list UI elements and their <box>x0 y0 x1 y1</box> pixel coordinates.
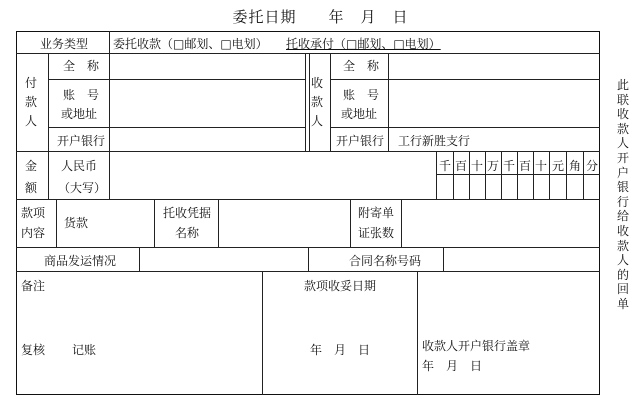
divider <box>330 53 331 151</box>
frame-top <box>16 31 600 32</box>
divider <box>16 53 600 54</box>
digit-ten: 十 <box>470 159 483 173</box>
divider <box>109 151 110 199</box>
digit-hundred: 百 <box>454 159 467 173</box>
payer-bank-label: 开户银行 <box>57 134 106 148</box>
digit-ten-thousand: 万 <box>486 159 499 173</box>
entrust-option[interactable]: 委托收款（□邮划、□电划） <box>113 37 268 51</box>
divider <box>56 199 57 247</box>
divider <box>305 53 306 151</box>
divider <box>443 247 444 271</box>
divider <box>16 271 600 272</box>
digit-yuan: 元 <box>551 159 564 173</box>
remarks-label: 备注 <box>21 279 46 293</box>
review-label: 复核 <box>21 343 46 357</box>
payee-label-1: 收 <box>311 76 324 90</box>
divider <box>262 271 263 395</box>
divider <box>436 174 600 175</box>
payee-name-label: 全 称 <box>343 59 380 73</box>
digit-fen: 分 <box>585 159 598 173</box>
currency-note: （大写） <box>58 181 107 195</box>
payer-label-3: 人 <box>25 114 38 128</box>
due-date-value: 年 月 日 <box>310 343 371 357</box>
divider <box>401 199 402 247</box>
attached-label-2: 证张数 <box>358 226 395 240</box>
due-date-label: 款项收妥日期 <box>304 279 377 293</box>
payer-name-label: 全 称 <box>63 59 100 73</box>
payer-label-2: 款 <box>25 95 38 109</box>
voucher-label-1: 托收凭据 <box>163 206 212 220</box>
payee-account-label: 账 号 <box>343 88 380 102</box>
divider <box>16 199 600 200</box>
form-title: 委托日期 年 月 日 <box>232 8 409 26</box>
seal-date: 年 月 日 <box>422 359 483 373</box>
divider <box>309 53 310 151</box>
divider <box>350 199 351 247</box>
divider <box>109 31 110 53</box>
divider <box>330 79 600 80</box>
content-label-2: 内容 <box>21 226 46 240</box>
frame-bottom <box>16 394 600 395</box>
divider <box>48 53 49 151</box>
digit-thousand: 千 <box>438 159 451 173</box>
payee-bank-value: 工行新胜支行 <box>398 134 471 148</box>
frame-right <box>599 31 600 395</box>
divider <box>308 247 309 271</box>
divider <box>48 127 305 128</box>
divider <box>139 247 140 271</box>
goods-shipment-label: 商品发运情况 <box>44 254 117 268</box>
divider <box>48 79 305 80</box>
attached-label-1: 附寄单 <box>358 206 395 220</box>
contract-label: 合同名称号码 <box>349 254 422 268</box>
divider <box>109 53 110 151</box>
collect-option[interactable]: 托收承付（□邮划、□电划） <box>286 37 441 51</box>
amount-label-2: 额 <box>25 181 38 195</box>
voucher-label-2: 名称 <box>175 226 200 240</box>
payer-account-label: 账 号 <box>63 88 100 102</box>
payee-bank-label: 开户银行 <box>336 134 385 148</box>
divider <box>417 271 418 395</box>
digit-hundred: 百 <box>518 159 531 173</box>
digit-jiao: 角 <box>568 159 581 173</box>
payee-address-label: 或地址 <box>341 107 378 121</box>
side-note: 此联收款人开户银行给收款人的回单 <box>616 78 629 311</box>
payer-address-label: 或地址 <box>61 107 98 121</box>
bank-seal-label: 收款人开户银行盖章 <box>422 339 531 353</box>
divider <box>218 199 219 247</box>
amount-label-1: 金 <box>25 159 38 173</box>
digit-ten: 十 <box>534 159 547 173</box>
payer-label-1: 付 <box>25 76 38 90</box>
payee-label-3: 人 <box>311 114 324 128</box>
digit-thousand: 千 <box>502 159 515 173</box>
divider <box>48 151 49 199</box>
currency-label: 人民币 <box>61 159 98 173</box>
business-type-label: 业务类型 <box>40 37 89 51</box>
content-value: 货款 <box>64 216 89 230</box>
divider <box>388 53 389 151</box>
divider <box>154 199 155 247</box>
divider <box>330 127 600 128</box>
payee-label-2: 款 <box>311 95 324 109</box>
bookkeep-label: 记账 <box>72 343 97 357</box>
content-label-1: 款项 <box>21 206 46 220</box>
frame-left <box>16 31 17 395</box>
divider <box>16 151 600 152</box>
